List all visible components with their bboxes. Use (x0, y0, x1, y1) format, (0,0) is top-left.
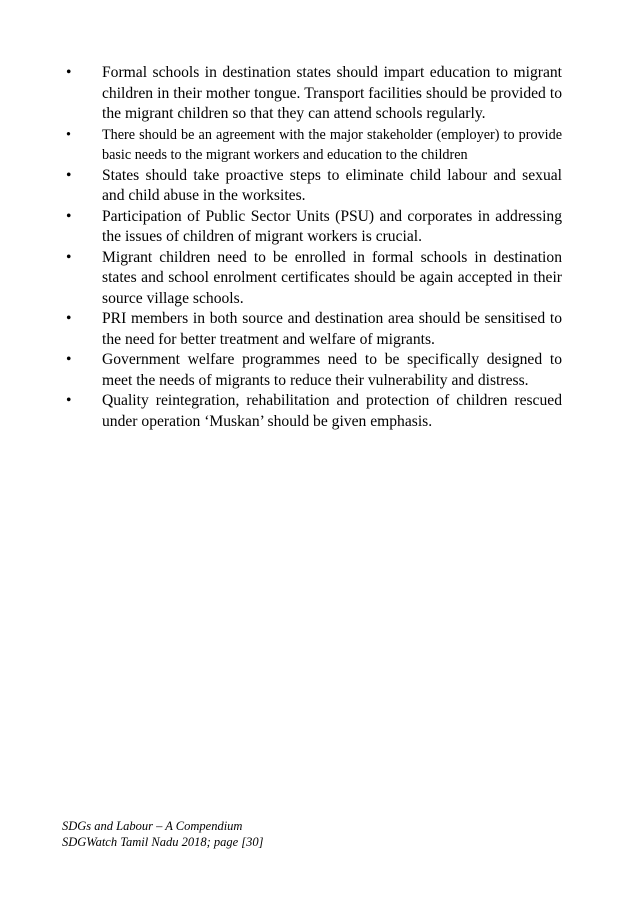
list-item (62, 248, 562, 310)
bullet-icon: • (66, 166, 72, 184)
list-item-text: There should be an agreement with the major stakeholder (employer) to provide basic needs to the migrant workers and education to the children (102, 126, 562, 163)
list-item-text: Participation of Public Sector Units (PSU) and corporates in addressing the issues of children of migrant workers is crucial. (102, 207, 562, 245)
bullet-icon: • (66, 392, 72, 409)
recommendations-list (62, 63, 562, 432)
bullet-icon: • (66, 207, 72, 225)
page-footer (62, 818, 264, 850)
list-item (62, 350, 562, 391)
list-item-text: Quality reintegration, rehabilitation and protection of children rescued under operation ‘Muskan’ should be given emphasis. (102, 392, 562, 430)
bullet-icon: • (66, 310, 72, 327)
list-item-text: Government welfare programmes need to be specifically designed to meet the needs of migrants to reduce their vulnerability and distress. (102, 351, 562, 389)
list-item (62, 309, 562, 350)
bullet-icon: • (66, 64, 72, 81)
list-item-text: States should take proactive steps to eliminate child labour and sexual and child abuse in the worksites. (102, 166, 562, 204)
list-item (62, 125, 562, 166)
list-item-text: Migrant children need to be enrolled in formal schools in destination states and school enrolment certificates should be again accepted in their source village schools. (102, 248, 562, 307)
list-item (62, 166, 562, 207)
footer-page-reference: SDGWatch Tamil Nadu 2018; page [30] (62, 835, 264, 849)
bullet-icon: • (66, 351, 72, 368)
bullet-icon: • (66, 126, 71, 143)
list-item-text: Formal schools in destination states should impart education to migrant children in their mother tongue. Transport facilities should be provided to the migrant children so that they can attend schools regularly. (102, 64, 562, 122)
bullet-icon: • (66, 248, 72, 266)
list-item (62, 391, 562, 432)
list-item-text: PRI members in both source and destination area should be sensitised to the need for better treatment and welfare of migrants. (102, 310, 562, 348)
list-item (62, 63, 562, 125)
footer-publication-title: SDGs and Labour – A Compendium (62, 819, 243, 833)
list-item (62, 207, 562, 248)
